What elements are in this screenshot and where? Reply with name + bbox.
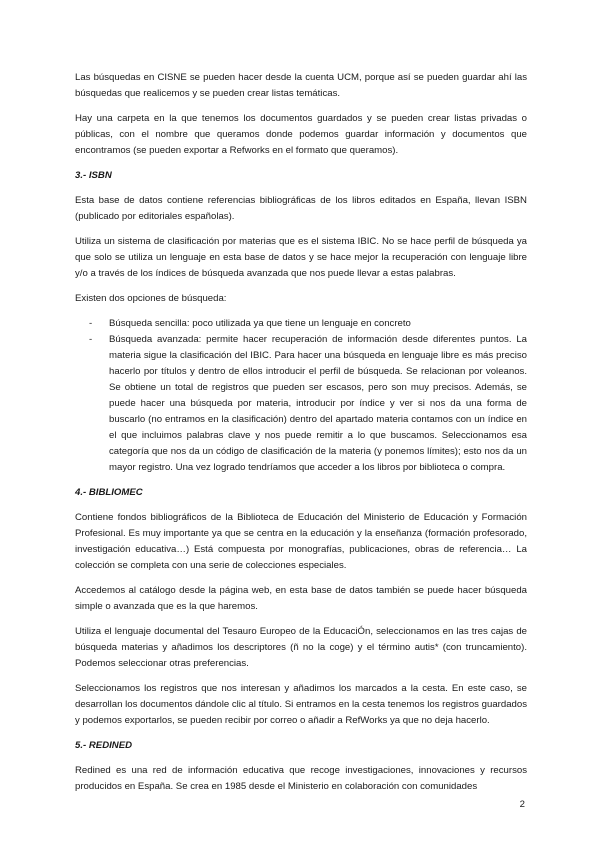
page-number: 2 [519, 799, 525, 810]
list-item [89, 316, 527, 332]
list-item-text: Búsqueda avanzada: permite hacer recuperación de información desde diferentes puntos. La materia sigue la clasificación del IBIC. Para hacer una búsqueda en lenguaje libre es más preciso hacerlo por títulos y dentro de ellos introducir el perfil de búsqueda. Se relacionan por voleanos. Se obtiene un total de registros que pueden ser escasos, pero son muy precisos. Además, se puede hacer una búsqueda por materia, introducir por índice y ver si nos da una forma de buscarlo (no entramos en la clasificación) dentro del apartado materia contamos con un índice en el que incluimos palabras clave y nos puede remitir a lo que buscamos. Seleccionamos esa categoría que nos da un código de clasificación de la materia (y ponemos límites); esto nos da un mayor registro. Una vez logrado tendríamos que acceder a los libros por biblioteca o compra. [109, 334, 527, 473]
page-content [75, 70, 527, 804]
list-item [89, 332, 527, 476]
section-heading-bibliomec: 4.- BIBLIOMEC [75, 487, 143, 498]
bibliomec-paragraph-2: Accedemos al catálogo desde la página web, en esta base de datos también se puede hacer búsqueda simple o avanzada que es la que haremos. [75, 585, 527, 612]
intro-paragraph-2: Hay una carpeta en la que tenemos los documentos guardados y se pueden crear listas privadas o públicas, con el nombre que queramos donde podemos guardar información y documentos que encontramos (se pueden exportar a Refworks en el formato que queramos). [75, 113, 527, 156]
list-bullet: - [89, 334, 93, 345]
section-heading-redined: 5.- REDINED [75, 740, 133, 751]
intro-paragraph-1: Las búsquedas en CISNE se pueden hacer desde la cuenta UCM, porque así se pueden guardar ahí las búsquedas que realicemos y se pueden crear listas temáticas. [75, 72, 527, 99]
bibliomec-paragraph-4: Seleccionamos los registros que nos interesan y añadimos los marcados a la cesta. En este caso, se desarrollan los documentos dándole clic al título. Si entramos en la cesta tenemos los registros guardados y podemos exportarlos, se pueden recibir por correo o añadir a RefWorks ya que no deja hacerlo. [75, 683, 527, 726]
section-heading-isbn: 3.- ISBN [75, 170, 112, 181]
isbn-paragraph-2: Utiliza un sistema de clasificación por materias que es el sistema IBIC. No se hace perfil de búsqueda ya que solo se utiliza un lenguaje en esta base de datos y se hace mejor la recuperación con lenguaje libre y/o a través de los índices de búsqueda avanzada que nos puede llevar a estas palabras. [75, 236, 527, 279]
bibliomec-paragraph-3: Utiliza el lenguaje documental del Tesauro Europeo de la EducaciÓn, seleccionamos en las tres cajas de búsqueda materias y añadimos los descriptores (ñ no la coge) y el término autis* (con truncamiento). Podemos seleccionar otras preferencias. [75, 626, 527, 669]
isbn-paragraph-1: Esta base de datos contiene referencias bibliográficas de los libros editados en España, llevan ISBN (publicado por editoriales españolas). [75, 195, 527, 222]
bibliomec-paragraph-1: Contiene fondos bibliográficos de la Biblioteca de Educación del Ministerio de Educación y Formación Profesional. Es muy importante ya que se centra en la educación y la enseñanza (formación profesorado, investigación educativa…) Está compuesta por monografías, publicaciones, obras de referencia… La colección se completa con una serie de colecciones especiales. [75, 512, 527, 571]
isbn-search-options-list [75, 316, 527, 476]
list-item-text: Búsqueda sencilla: poco utilizada ya que tiene un lenguaje en concreto [109, 318, 411, 329]
isbn-paragraph-3: Existen dos opciones de búsqueda: [75, 293, 227, 304]
redined-paragraph-1: Redined es una red de información educativa que recoge investigaciones, innovaciones y recursos producidos en España. Se crea en 1985 desde el Ministerio en colaboración con comunidades [75, 765, 527, 792]
list-bullet: - [89, 318, 93, 329]
